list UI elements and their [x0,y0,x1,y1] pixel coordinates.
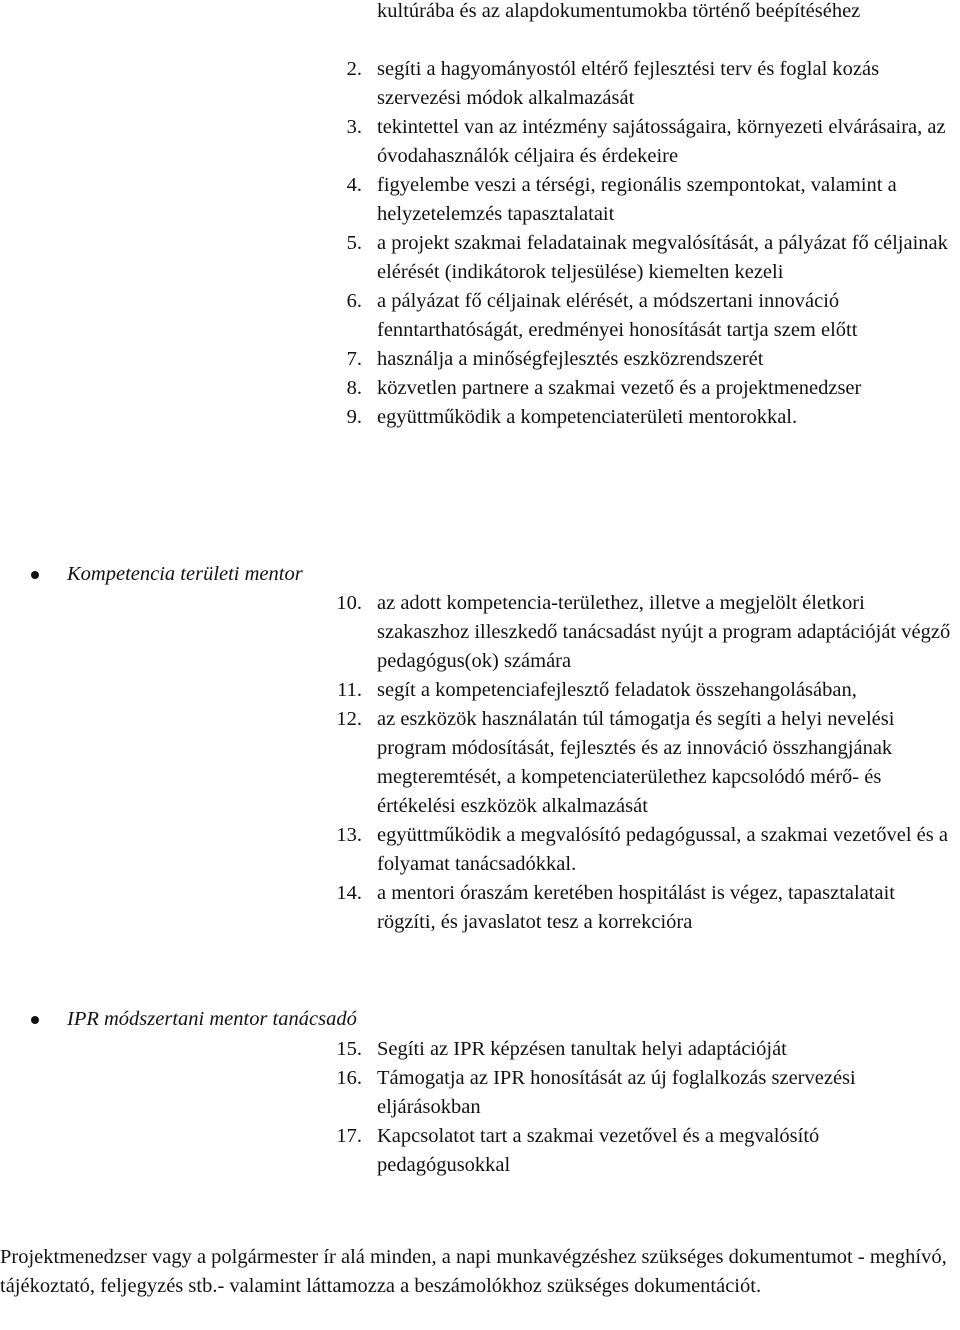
list-item-number: 14. [336,882,362,904]
list-item-number: 7. [346,348,362,370]
list-item [0,403,960,432]
list-item-text: a projekt szakmai feladatainak megvalósítását, a pályázat fő céljainak elérését (indikátorok teljesülése) kiemelten kezeli [377,232,948,283]
list-item-text: figyelembe veszi a térségi, regionális szempontokat, valamint a helyzetelemzés tapasztalatait [377,174,897,225]
list-item-number: 12. [336,708,362,730]
first-numbered-list [0,55,960,432]
section-title: Kompetencia területi mentor [67,563,303,585]
list-item-number: 3. [346,116,362,138]
section-title: IPR módszertani mentor tanácsadó [67,1008,357,1030]
list-item-text: Segíti az IPR képzésen tanultak helyi adaptációját [377,1038,787,1060]
list-item-number: 4. [346,174,362,196]
list-item [0,0,960,26]
list-item [0,287,960,345]
list-item-number: 11. [337,679,362,701]
list-item-number: 16. [336,1067,362,1089]
list-item-number: 17. [336,1125,362,1147]
list-item [0,879,960,937]
list-item-number: 13. [336,824,362,846]
list-item [0,113,960,171]
bullet-icon [31,571,39,579]
list-item [0,171,960,229]
list-item [0,374,960,403]
bullet-icon [31,1016,39,1024]
list-item-text: Kapcsolatot tart a szakmai vezetővel és a megvalósító pedagógusokkal [377,1125,820,1176]
kompetencia-numbered-list [0,589,960,937]
list-item [0,821,960,879]
list-item-text: segít a kompetenciafejlesztő feladatok összehangolásában, [377,679,857,701]
list-item [0,676,960,705]
list-item-text: együttműködik a megvalósító pedagógussal, a szakmai vezetővel és a folyamat tanácsadókkal. [377,824,948,875]
section-heading-ipr [0,1005,960,1034]
list-item [0,1064,960,1122]
list-item-number: 8. [346,377,362,399]
list-item-text: az adott kompetencia-területhez, illetve a megjelölt életkori szakaszhoz illeszkedő tanácsadást nyújt a program adaptációját végző pedagógus(ok) számára [377,592,951,672]
list-item-text: együttműködik a kompetenciaterületi mentorokkal. [377,406,798,428]
list-item [0,589,960,676]
list-item-number: 10. [336,592,362,614]
list-item [0,345,960,374]
list-item-text: az eszközök használatán túl támogatja és segíti a helyi nevelési program módosítását, fejlesztés és az innováció összhangjának megteremtését, a kompetenciaterülethez kapcsolódó mérő- és értékelési eszközök alkalmazását [377,708,895,817]
list-item-number: 6. [346,290,362,312]
list-item [0,1122,960,1180]
list-item [0,229,960,287]
footer-paragraph: Projektmenedzser vagy a polgármester ír alá minden, a napi munkavégzéshez szükséges dokumentumot - meghívó, tájékoztató, feljegyzés stb.- valamint láttamozza a beszámolókhoz szükséges dokumentációt. [0,1246,947,1297]
list-item [0,705,960,821]
list-item-text: tekintettel van az intézmény sajátosságaira, környezeti elvárásaira, az óvodahasználók céljaira és érdekeire [377,116,946,167]
intro-continuation [0,0,960,26]
list-item-number: 15. [336,1038,362,1060]
list-item-text: segíti a hagyományostól eltérő fejlesztési terv és foglal kozás szervezési módok alkalmazását [377,58,880,109]
section-heading-kompetencia [0,560,960,589]
list-item-text: kultúrába és az alapdokumentumokba történő beépítéséhez [377,0,861,22]
list-item-number: 2. [346,58,362,80]
list-item-number: 5. [346,232,362,254]
list-item-text: a pályázat fő céljainak elérését, a módszertani innováció fenntarthatóságát, eredményei honosítását tartja szem előtt [377,290,858,341]
list-item-text: a mentori óraszám keretében hospitálást is végez, tapasztalatait rögzíti, és javaslatot tesz a korrekcióra [377,882,895,933]
list-item-text: használja a minőségfejlesztés eszközrendszerét [377,348,764,370]
ipr-numbered-list [0,1035,960,1180]
list-item [0,55,960,113]
list-item-number: 9. [346,406,362,428]
list-item-text: Támogatja az IPR honosítását az új foglalkozás szervezési eljárásokban [377,1067,856,1118]
list-item [0,1035,960,1064]
list-item-text: közvetlen partnere a szakmai vezető és a projektmenedzser [377,377,862,399]
